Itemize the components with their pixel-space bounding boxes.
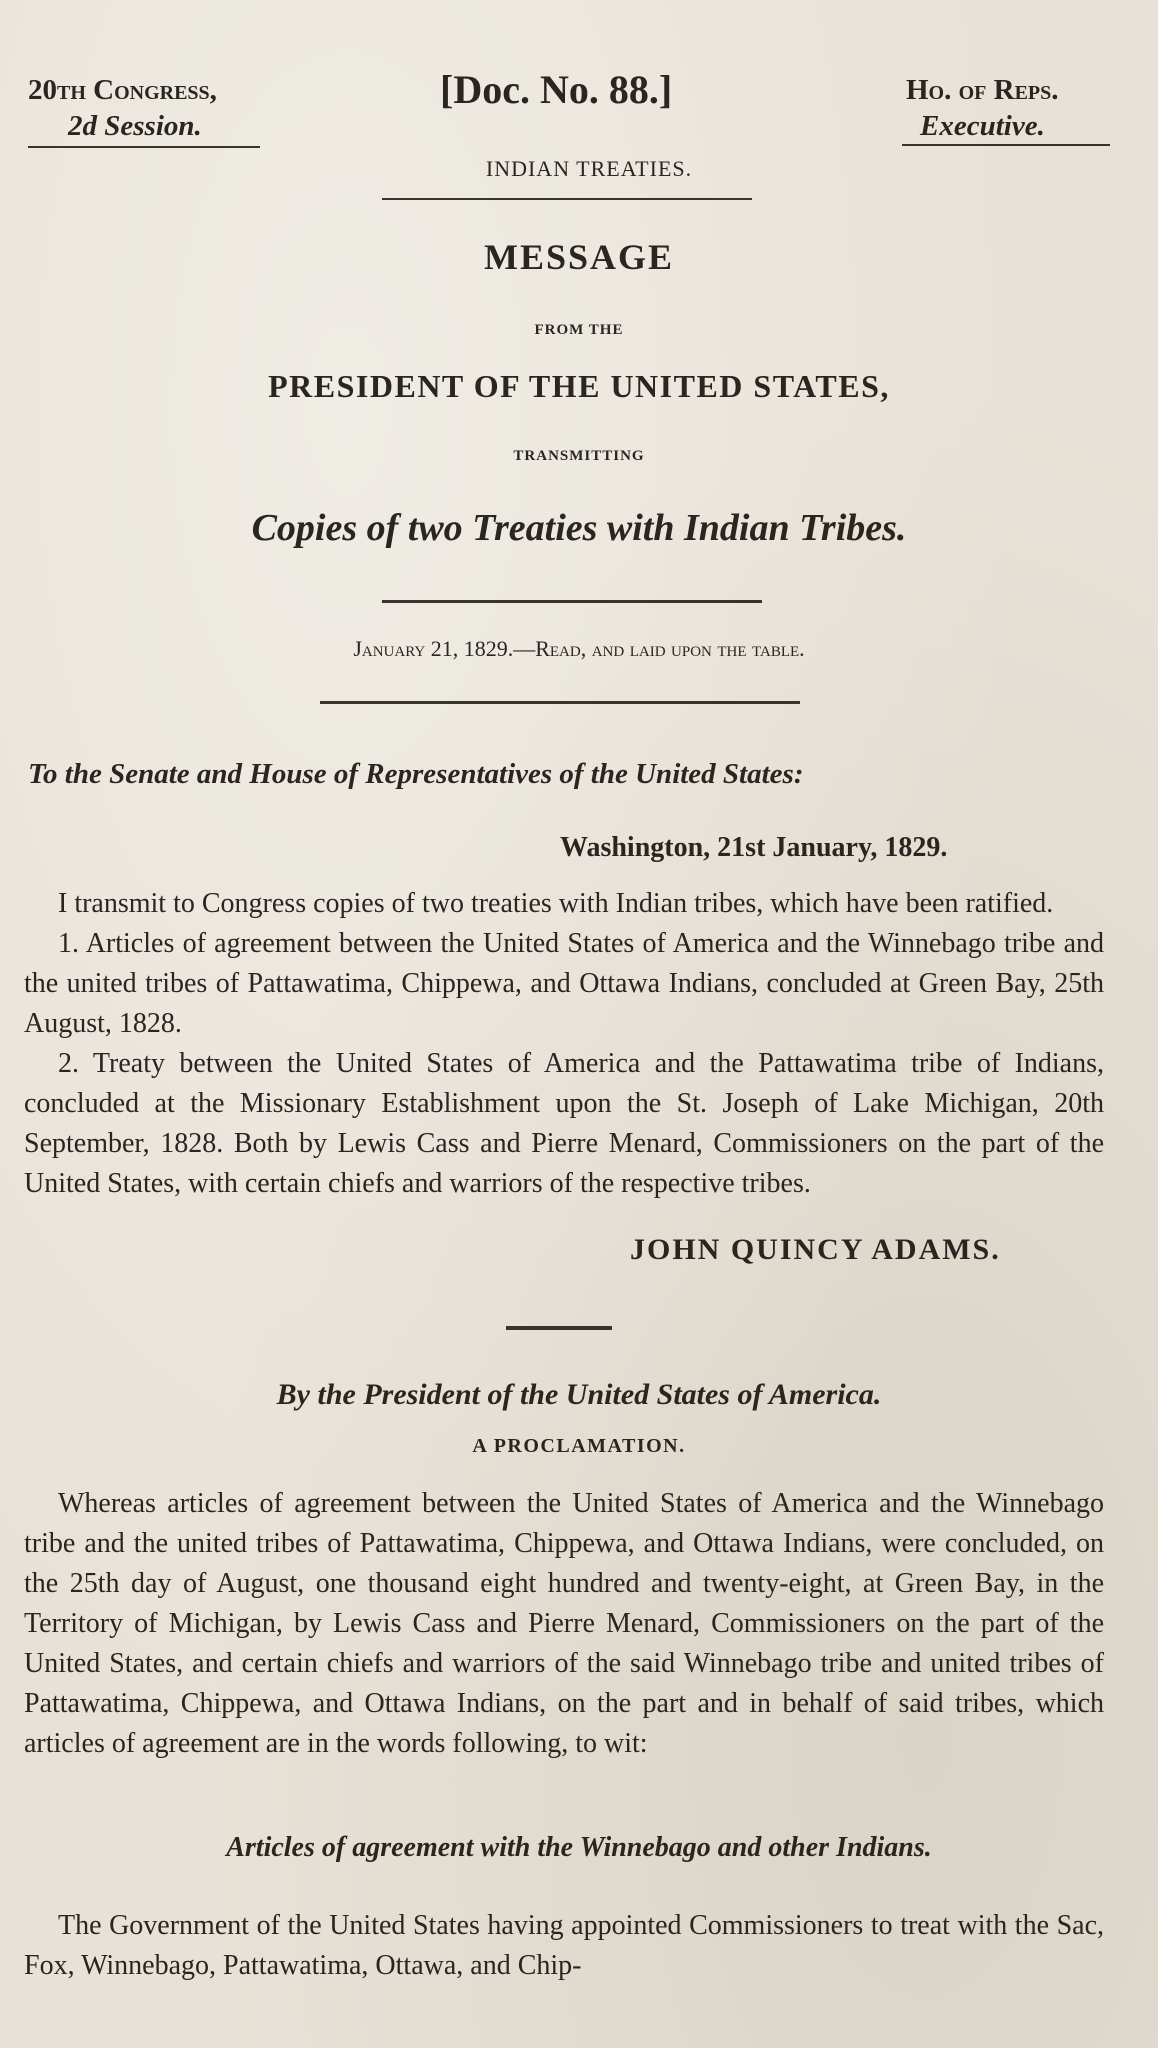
executive-label: Executive. <box>920 110 1045 142</box>
proclamation-paragraph: Whereas articles of agreement between the United States of America and the Winnebago tribe and the united tribes of Pattawatima, Chippewa, and Ottawa Indians, were concluded, on the 25th day of August, one thousand eight hundred and twenty-eight, at Green Bay, in the Territory of Michigan, by Lewis Cass and Pierre Menard, Commissioners on the part of the United States, and certain chiefs and warriors of the said Winnebago tribe and united tribes of Pattawatima, Chippewa, and Ottawa Indians, on the part and in behalf of said tribes, which articles of agreement are in the words following, to wit: <box>24 1488 1104 1759</box>
letter-address: To the Senate and House of Representatives of the United States: <box>28 758 804 790</box>
transmitting-label: TRANSMITTING <box>513 448 645 464</box>
title-rule <box>382 600 762 603</box>
articles-heading: Articles of agreement with the Winnebago and other Indians. <box>226 1832 932 1863</box>
header-right-rule <box>902 144 1110 146</box>
letter-paragraph: 1. Articles of agreement between the United States of America and the Winnebago tribe and the united tribes of Pattawatima, Chippewa, and Ottawa Indians, concluded at Green Bay, 25th August, 1828. <box>24 928 1104 1039</box>
date-rule <box>320 701 800 704</box>
doc-number: [Doc. No. 88.] <box>440 67 673 112</box>
letter-body <box>24 884 1104 1204</box>
from-label: FROM THE <box>534 322 624 338</box>
president-heading: PRESIDENT OF THE UNITED STATES, <box>268 368 890 404</box>
read-date-line <box>0 636 1158 662</box>
closing-body <box>24 1906 1104 1986</box>
copies-heading: Copies of two Treaties with Indian Tribes. <box>251 507 907 549</box>
letter-dateline: Washington, 21st January, 1829. <box>560 832 948 863</box>
header-congress <box>28 72 217 144</box>
closing-paragraph: The Government of the United States having appointed Commissioners to treat with the Sac, Fox, Winnebago, Pattawatima, Ottawa, and Chip- <box>24 1910 1104 1981</box>
subject-rule <box>382 198 752 200</box>
read-date-text: January 21, 1829.—Read, and laid upon the table. <box>353 636 805 661</box>
letter-paragraph: I transmit to Congress copies of two treaties with Indian tribes, which have been ratified. <box>58 888 1054 919</box>
proclamation-body <box>24 1484 1104 1764</box>
header-house <box>906 72 1059 144</box>
proclamation-by-line: By the President of the United States of America. <box>276 1378 882 1411</box>
subject-heading: INDIAN TREATIES. <box>485 156 693 181</box>
congress-label: 20th Congress, <box>28 74 217 106</box>
message-heading: MESSAGE <box>483 237 675 277</box>
letter-paragraph: 2. Treaty between the United States of America and the Pattawatima tribe of Indians, concluded at the Missionary Establishment upon the St. Joseph of Lake Michigan, 20th September, 1828. Both by Lewis Cass and Pierre Menard, Commissioners on the part of the United States, with certain chiefs and warriors of the respective tribes. <box>24 1048 1104 1199</box>
signature: JOHN QUINCY ADAMS. <box>630 1233 1001 1266</box>
session-label: 2d Session. <box>68 110 202 142</box>
section-rule <box>506 1326 612 1330</box>
house-label: Ho. of Reps. <box>906 74 1059 106</box>
proclamation-heading: A PROCLAMATION. <box>472 1435 686 1457</box>
header-left-rule <box>28 146 260 148</box>
